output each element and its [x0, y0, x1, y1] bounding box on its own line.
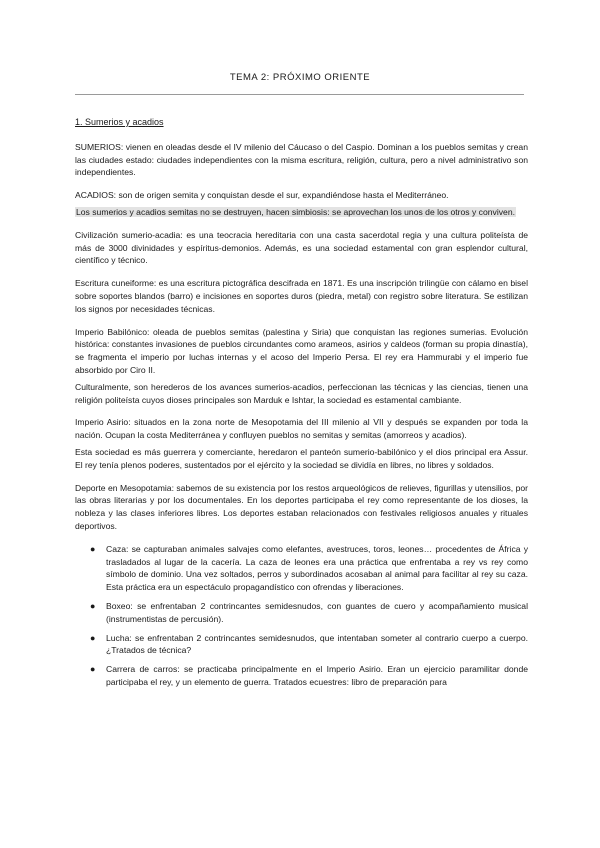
bullet-icon: ● [90, 543, 96, 554]
paragraph-sumerios: SUMERIOS: vienen en oleadas desde el IV milenio del Cáucaso o del Caspio. Dominan a los pueblos semitas y crean las ciudades estado: ciudades independientes con la misma escritura, religión, cultura, pero a nivel administrativo son independientes. [75, 141, 528, 178]
list-item [75, 663, 528, 689]
paragraph-deporte: Deporte en Mesopotamia: sabemos de su existencia por los restos arqueológicos de relieves, figurillas y utensilios, por las obras literarias y por los documentales. En los deportes participaba el rey como representante de los dioses, la nobleza y las clases inferiores libres. Los deportes estaban relacionados con festivales religiosos anuales y rituales deportivos. [75, 482, 528, 531]
paragraph-imperio-babilonico: Imperio Babilónico: oleada de pueblos semitas (palestina y Siria) que conquistan las regiones sumerias. Evolución histórica: constantes invasiones de pueblos circundantes como arameos, asirios y caldeos (forman su propia dinastía), se fragmenta el imperio por luchas internas y el acoso del Imperio Persa. El rey era Hammurabi y el imperio fue absorbido por Ciro II. [75, 326, 528, 375]
bullet-icon: ● [90, 600, 96, 611]
list-item-text: Lucha: se enfrentaban 2 contrincantes semidesnudos, que intentaban someter al contrario cuerpo a cuerpo. ¿Tratados de técnica? [106, 632, 528, 656]
paragraph-simbiosis-highlighted: Los sumerios y acadios semitas no se destruyen, hacen simbiosis: se aprovechan los unos de los otros y conviven. [76, 206, 515, 217]
deportes-list [75, 543, 528, 689]
paragraph-imperio-asirio: Imperio Asirio: situados en la zona norte de Mesopotamia del III milenio al VII y después se expanden por toda la nación. Ocupan la costa Mediterránea y confluyen pueblos no semitas y semitas (amorreos y acadios). [75, 417, 528, 441]
title-divider [75, 94, 524, 95]
list-item [75, 600, 528, 626]
section-heading: 1. Sumerios y acadios [75, 117, 164, 127]
page-title: TEMA 2: PRÓXIMO ORIENTE [229, 72, 371, 83]
list-item [75, 543, 528, 594]
list-item-text: Caza: se capturaban animales salvajes como elefantes, avestruces, toros, leones… procedentes de África y trasladados al lugar de la cacería. La caza de leones era una práctica que enfrentaba a rey vs rey como símbolo de dominio. Una vez soltados, perros y subordinados acosaban al animal para facilitar al rey su caza. Esta práctica era un espectáculo propagandístico con ofrendas y liberaciones. [106, 543, 528, 593]
paragraph-civilizacion: Civilización sumerio-acadia: es una teocracia hereditaria con una casta sacerdotal regia y una cultura politeísta de más de 3000 divinidades y espíritus-demonios. Además, es una sociedad estamental con gran esplendor cultural, científico y técnico. [75, 229, 528, 266]
bullet-icon: ● [90, 632, 96, 643]
document-body [75, 116, 528, 695]
list-item-text: Boxeo: se enfrentaban 2 contrincantes semidesnudos, con guantes de cuero y acompañamiento musical (instrumentistas de percusión). [106, 600, 528, 624]
list-item-text: Carrera de carros: se practicaba principalmente en el Imperio Asirio. Eran un ejercicio paramilitar donde participaba el rey, y un elemento de guerra. Tratados ecuestres: libro de preparación para [106, 664, 528, 687]
paragraph-sociedad-guerrera: Esta sociedad es más guerrera y comerciante, heredaron el panteón sumerio-babilónico y el dios principal era Assur. El rey tenía plenos poderes, sustentados por el ejército y la sociedad se dividía en libres, no libres y soldados. [75, 446, 528, 470]
paragraph-acadios: ACADIOS: son de origen semita y conquistan desde el sur, expandiéndose hasta el Mediterráneo. [75, 190, 449, 201]
bullet-icon: ● [90, 664, 96, 675]
list-item [75, 632, 528, 658]
paragraph-cultura: Culturalmente, son herederos de los avances sumerios-acadios, perfeccionan las técnicas y las ciencias, tienen una religión politeísta cuyos dioses principales son Marduk e Ishtar, la sociedad es estamental cambiante. [75, 381, 528, 405]
paragraph-escritura: Escritura cuneiforme: es una escritura pictográfica descifrada en 1871. Es una inscripción trilingüe con cálamo en bisel sobre soportes blandos (barro) e incisiones en soportes duros (piedra, metal) con registro sobre literatura. Se estilizan los signos por necesidades técnicas. [75, 278, 528, 314]
